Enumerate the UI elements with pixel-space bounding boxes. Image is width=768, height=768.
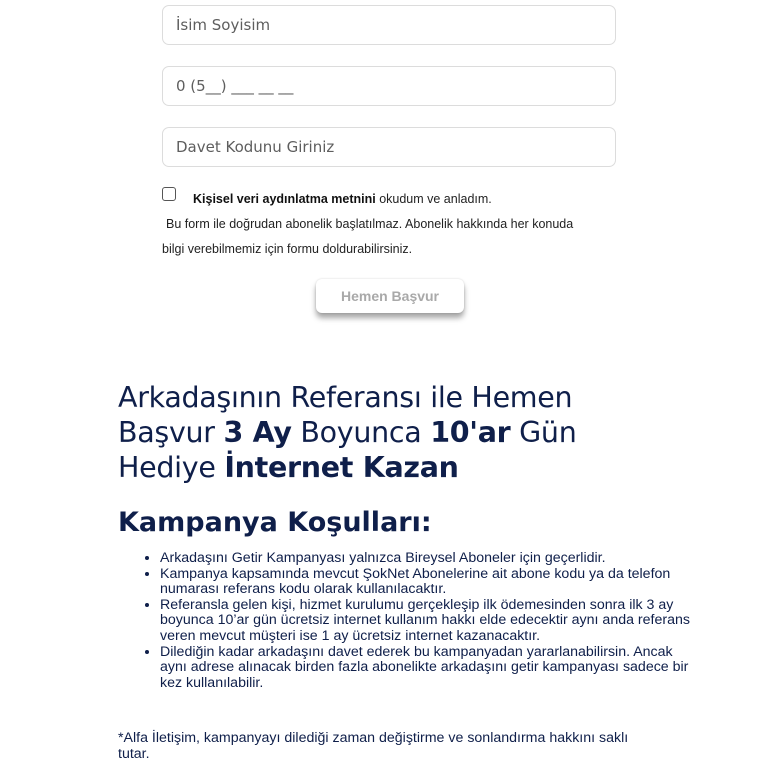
name-input[interactable]: [162, 5, 616, 45]
headline-part3: Gün Hediye: [118, 416, 577, 484]
consent-checkbox[interactable]: [162, 187, 176, 201]
apply-button[interactable]: Hemen Başvur: [316, 279, 464, 313]
headline-bold-months: 3 Ay: [223, 416, 292, 449]
campaign-headline: [118, 380, 638, 485]
headline-part1: Arkadaşının Referansı ile Hemen Başvur: [118, 381, 573, 449]
list-item: • Dilediğin kadar arkadaşını davet ederek bu kampanyadan yararlanabilirsin. Ancak aynı adrese alınacak birden fazla abonelikte arkadaşını getir kampanyası sadece bir kez kullanılabilir.: [160, 645, 700, 692]
form-note-line1: Bu form ile doğrudan abonelik başlatılmaz. Abonelik hakkında her konuda: [166, 217, 574, 231]
consent-label: [193, 192, 492, 206]
conditions-title: Kampanya Koşulları:: [118, 507, 432, 538]
list-item: • Arkadaşını Getir Kampanyası yalnızca Bireysel Aboneler için geçerlidir.: [160, 551, 700, 567]
consent-link[interactable]: Kişisel veri aydınlatma metnini: [193, 192, 376, 206]
headline-part2: Boyunca: [291, 416, 431, 449]
conditions-list: [118, 551, 700, 691]
headline-bold-days: 10'ar: [430, 416, 511, 449]
list-item: • Kampanya kapsamında mevcut ŞokNet Abonelerine ait abone kodu ya da telefon numarası referans kodu olarak kullanılacaktır.: [160, 567, 700, 598]
invite-code-input[interactable]: [162, 127, 616, 167]
consent-label-text: okudum ve anladım.: [375, 192, 492, 206]
form-note-line2: bilgi verebilmemiz için formu doldurabilirsiniz.: [162, 242, 413, 256]
list-item: • Referansla gelen kişi, hizmet kurulumu gerçekleşip ilk ödemesinden sonra ilk 3 ay boyunca 10’ar gün ücretsiz internet kullanım hakkı elde edecektir aynı anda referans veren mevcut müşteri ise 1 ay ücretsiz internet kazanacaktır.: [160, 598, 700, 645]
phone-input[interactable]: [162, 66, 616, 106]
headline-bold-internet: İnternet Kazan: [224, 451, 459, 484]
campaign-footnote: *Alfa İletişim, kampanyayı dilediği zaman değiştirme ve sonlandırma hakkını saklı tutar.: [118, 730, 629, 762]
